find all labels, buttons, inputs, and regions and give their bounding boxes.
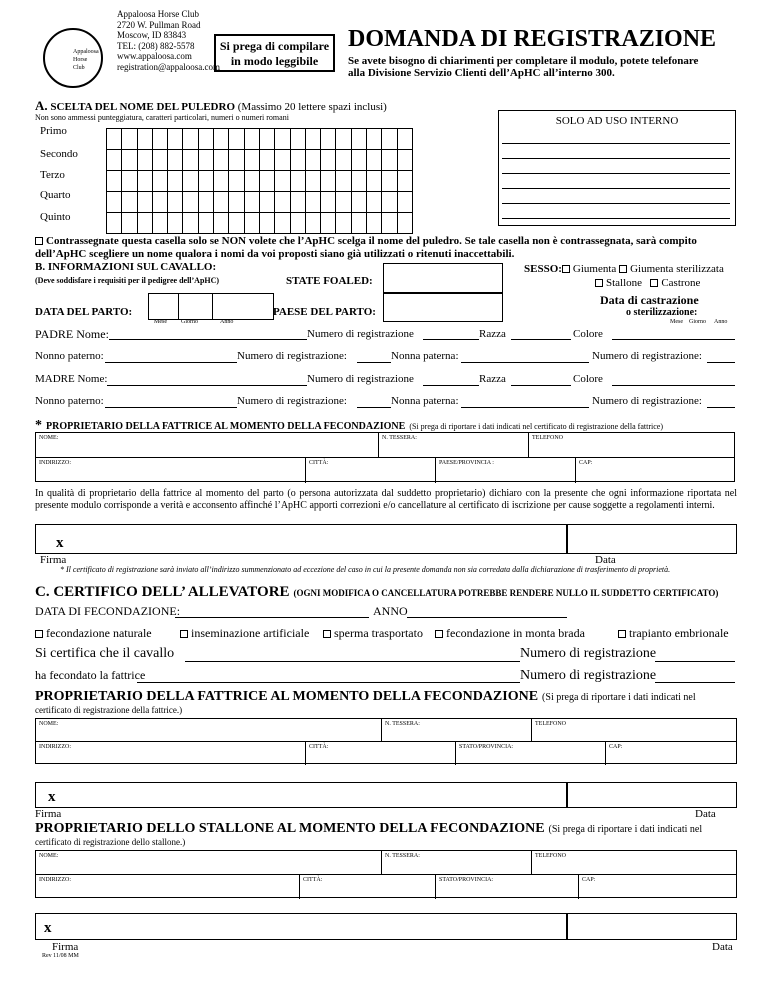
name-letter-box[interactable] bbox=[336, 171, 351, 192]
owner2-date-box[interactable] bbox=[567, 782, 737, 808]
name-letter-box[interactable] bbox=[122, 150, 137, 171]
owner1-firma-label: Firma bbox=[40, 554, 67, 566]
castrone-checkbox[interactable] bbox=[650, 279, 658, 287]
owner1-country[interactable]: PAESE/PROVINCIA : bbox=[436, 458, 576, 483]
name-label-3: Terzo bbox=[40, 169, 65, 181]
owner3-phone[interactable]: TELEFONO bbox=[535, 853, 566, 859]
name-letter-box[interactable] bbox=[321, 213, 336, 234]
name-letter-box[interactable] bbox=[351, 171, 366, 192]
name-letter-box[interactable] bbox=[397, 171, 412, 192]
name-letter-box[interactable] bbox=[183, 150, 198, 171]
name-row[interactable] bbox=[107, 192, 413, 213]
name-letter-box[interactable] bbox=[321, 129, 336, 150]
section-c-heading: C. CERTIFICO DELL’ ALLEVATORE (OGNI MODIFICA O CANCELLATURA POTREBBE RENDERE NULLO IL SUDDETTO CERTIFICATO) bbox=[35, 584, 719, 600]
name-letter-box[interactable] bbox=[198, 192, 213, 213]
name-letter-box[interactable] bbox=[290, 150, 305, 171]
name-letter-box[interactable] bbox=[351, 150, 366, 171]
state-foaled-field[interactable] bbox=[383, 263, 503, 293]
owner3-membership[interactable]: N. TESSERA: bbox=[382, 851, 532, 874]
form-subtitle: Se avete bisogno di chiarimenti per completare il modulo, potete telefonare alla Divisione Servizio Clienti dell’ApHC all’interno 300. bbox=[348, 55, 699, 79]
name-letter-box[interactable] bbox=[198, 171, 213, 192]
revision: Rev 11/08 MM bbox=[42, 953, 79, 959]
birth-day[interactable] bbox=[178, 293, 213, 320]
name-letter-box[interactable] bbox=[214, 192, 229, 213]
name-letter-box[interactable] bbox=[229, 129, 244, 150]
name-letter-box[interactable] bbox=[336, 150, 351, 171]
castration-month-label: Mese bbox=[670, 319, 683, 325]
owner1-declaration: In qualità di proprietario della fattrice al momento del parto (o persona autorizzata dal suddetto proprietario) dichiaro con la presente che ogni informazione riportata nel presente modulo corrisponde a verità e acconsento affinché l’ApHC apporti correzioni e/o cancellature al certificato di iscrizione per cause soggette a regolamenti interni. bbox=[35, 488, 737, 511]
owner3-firma-label: Firma bbox=[52, 941, 79, 953]
owner2-firma-label: Firma bbox=[35, 808, 62, 820]
castration-year-label: Anno bbox=[714, 319, 728, 325]
sex-options-2: Stallone Castrone bbox=[595, 277, 700, 289]
name-letter-box[interactable] bbox=[305, 192, 320, 213]
state-foaled-label: STATE FOALED: bbox=[286, 275, 373, 287]
birth-country-field[interactable] bbox=[383, 293, 503, 322]
internal-use-box bbox=[498, 110, 736, 226]
owner2-membership[interactable]: N. TESSERA: bbox=[382, 719, 532, 741]
birth-year[interactable] bbox=[212, 293, 274, 320]
birth-year-label: Anno bbox=[220, 319, 234, 325]
name-letter-box[interactable] bbox=[397, 150, 412, 171]
dam-grandparents-row: Nonno paterno: Numero di registrazione: Nonna paterna: Numero di registrazione: bbox=[35, 395, 735, 409]
owner1-table bbox=[35, 432, 735, 482]
name-letter-box[interactable] bbox=[168, 150, 183, 171]
name-letter-box[interactable] bbox=[305, 171, 320, 192]
name-letter-box[interactable] bbox=[137, 150, 152, 171]
birth-day-label: Giorno bbox=[181, 319, 198, 325]
name-letter-box[interactable] bbox=[290, 171, 305, 192]
signature-x-3: x bbox=[44, 920, 52, 936]
name-letter-box[interactable] bbox=[152, 171, 167, 192]
name-choice-note: Contrassegnate questa casella solo se NON volete che l’ApHC scelga il nome del puledro. Se tale casella non è contrassegnata, sarà compito dell’ApHC scegliere un nome qualora i nomi da voi proposti siano già utilizzati o ritenuti inaccettabili. bbox=[35, 235, 697, 260]
giumenta-checkbox[interactable] bbox=[562, 265, 570, 273]
stallone-checkbox[interactable] bbox=[595, 279, 603, 287]
name-letter-box[interactable] bbox=[382, 192, 397, 213]
owner3-address[interactable]: INDIRIZZO: bbox=[36, 875, 300, 899]
section-a-heading: A. SCELTA DEL NOME DEL PULEDRO (Massimo 20 lettere spazi inclusi) bbox=[35, 98, 387, 113]
name-letter-box[interactable] bbox=[351, 192, 366, 213]
birth-date-label: DATA DEL PARTO: bbox=[35, 306, 133, 318]
name-letter-box[interactable] bbox=[244, 171, 259, 192]
mare-certify-row: ha fecondato la fattrice Numero di registrazione bbox=[35, 668, 735, 684]
owner2-heading: PROPRIETARIO DELLA FATTRICE AL MOMENTO DELLA FECONDAZIONE (Si prega di riportare i dati indicati nel bbox=[35, 689, 696, 704]
giumenta-sterilizzata-checkbox[interactable] bbox=[619, 265, 627, 273]
name-letter-box[interactable] bbox=[382, 150, 397, 171]
name-letter-box[interactable] bbox=[122, 129, 137, 150]
name-letter-box[interactable] bbox=[107, 150, 122, 171]
name-letter-box[interactable] bbox=[107, 171, 122, 192]
name-row[interactable] bbox=[107, 213, 413, 234]
name-letter-box[interactable] bbox=[259, 171, 274, 192]
owner1-membership[interactable]: N. TESSERA: bbox=[379, 433, 529, 457]
castration-label: Data di castrazione bbox=[600, 293, 699, 307]
owner2-phone[interactable]: TELEFONO bbox=[535, 721, 566, 727]
name-label-5: Quinto bbox=[40, 211, 71, 223]
owner1-address[interactable]: INDIRIZZO: bbox=[36, 458, 306, 483]
internal-use-label: SOLO AD USO INTERNO bbox=[555, 115, 679, 127]
name-letter-box[interactable] bbox=[259, 192, 274, 213]
owner3-data-label: Data bbox=[712, 941, 733, 953]
name-letter-box[interactable] bbox=[198, 129, 213, 150]
natural-checkbox[interactable] bbox=[35, 630, 43, 638]
name-label-4: Quarto bbox=[40, 189, 71, 201]
name-letter-box[interactable] bbox=[168, 129, 183, 150]
name-letter-box[interactable] bbox=[275, 192, 290, 213]
owner2-state[interactable]: STATO/PROVINCIA: bbox=[456, 742, 606, 765]
owner3-state[interactable]: STATO/PROVINCIA: bbox=[436, 875, 579, 899]
name-letter-box[interactable] bbox=[367, 150, 382, 171]
name-letter-box[interactable] bbox=[275, 150, 290, 171]
owner3-name[interactable]: NOME: bbox=[36, 851, 382, 874]
name-letter-box[interactable] bbox=[152, 150, 167, 171]
name-letter-box[interactable] bbox=[336, 213, 351, 234]
sire-row: PADRE Nome: Numero di registrazione Razza Colore bbox=[35, 327, 735, 341]
name-row[interactable] bbox=[107, 171, 413, 192]
logo-text: Appaloosa Horse Club bbox=[73, 49, 99, 71]
name-letter-box[interactable] bbox=[321, 171, 336, 192]
name-letter-box[interactable] bbox=[305, 213, 320, 234]
sex-options: SESSO: Giumenta Giumenta sterilizzata bbox=[524, 263, 724, 275]
name-letter-box[interactable] bbox=[183, 129, 198, 150]
stallion-certify-row: Si certifica che il cavallo Numero di registrazione bbox=[35, 646, 735, 662]
name-letter-box[interactable] bbox=[336, 192, 351, 213]
name-letter-box[interactable] bbox=[397, 192, 412, 213]
name-letter-box[interactable] bbox=[259, 213, 274, 234]
name-letter-box[interactable] bbox=[290, 213, 305, 234]
owner2-signature-box[interactable] bbox=[35, 782, 567, 808]
section-b-req: (Deve soddisfare i requisiti per il pedigree dell’ApHC) bbox=[35, 276, 220, 285]
name-letter-box[interactable] bbox=[397, 129, 412, 150]
name-letter-box[interactable] bbox=[137, 213, 152, 234]
owner1-signature-box[interactable] bbox=[35, 524, 567, 554]
name-letter-box[interactable] bbox=[397, 213, 412, 234]
owner1-date-box[interactable] bbox=[567, 524, 737, 554]
section-b-heading: B. INFORMAZIONI SUL CAVALLO: bbox=[35, 261, 217, 273]
owner2-table bbox=[35, 718, 737, 764]
name-letter-box[interactable] bbox=[229, 171, 244, 192]
name-letter-box[interactable] bbox=[168, 171, 183, 192]
name-letter-box[interactable] bbox=[137, 129, 152, 150]
name-letter-box[interactable] bbox=[152, 192, 167, 213]
name-letter-box[interactable] bbox=[305, 150, 320, 171]
name-label-2: Secondo bbox=[40, 148, 78, 160]
name-letter-box[interactable] bbox=[183, 171, 198, 192]
birth-country-label: PAESE DEL PARTO: bbox=[273, 306, 376, 318]
name-letter-box[interactable] bbox=[152, 213, 167, 234]
name-letter-box[interactable] bbox=[214, 171, 229, 192]
owner1-name[interactable]: NOME: bbox=[36, 433, 379, 457]
owner3-signature-box[interactable] bbox=[35, 913, 567, 940]
fecondazione-date-row: DATA DI FECONDAZIONE: ANNO bbox=[35, 604, 735, 618]
owner1-heading: * PROPRIETARIO DELLA FATTRICE AL MOMENTO DELLA FECONDAZIONE (Si prega di riportare i dati indicati nel certificato di registrazione della fattrice) bbox=[35, 418, 663, 433]
name-letter-box[interactable] bbox=[336, 129, 351, 150]
name-letter-box[interactable] bbox=[122, 192, 137, 213]
name-letter-box[interactable] bbox=[198, 150, 213, 171]
name-letter-box[interactable] bbox=[290, 129, 305, 150]
owner3-heading: PROPRIETARIO DELLO STALLONE AL MOMENTO DELLA FECONDAZIONE (Si prega di riportare i dati indicati nel bbox=[35, 821, 703, 836]
name-letter-box[interactable] bbox=[275, 213, 290, 234]
name-letter-box[interactable] bbox=[351, 213, 366, 234]
owner2-name[interactable]: NOME: bbox=[36, 719, 382, 741]
name-letter-box[interactable] bbox=[229, 150, 244, 171]
artificial-checkbox[interactable] bbox=[180, 630, 188, 638]
name-letter-box[interactable] bbox=[214, 213, 229, 234]
name-letter-box[interactable] bbox=[244, 213, 259, 234]
club-address: Appaloosa Horse Club 2720 W. Pullman Road Moscow, ID 83843 TEL: (208) 882-5578 www.appaloosa.com registration@appaloosa.com bbox=[117, 9, 221, 72]
name-letter-box[interactable] bbox=[229, 213, 244, 234]
owner3-city[interactable]: CITTÀ: bbox=[300, 875, 436, 899]
name-letter-box[interactable] bbox=[275, 129, 290, 150]
logo bbox=[43, 28, 103, 88]
name-letter-box[interactable] bbox=[275, 171, 290, 192]
owner2-address[interactable]: INDIRIZZO: bbox=[36, 742, 306, 765]
owner2-note2: certificato di registrazione della fattrice.) bbox=[35, 705, 183, 715]
owner1-footnote: * Il certificato di registrazione sarà inviato all’indirizzo summenzionato ad eccezione del caso in cui la presente domanda non sia corredata dalla dichiarazione di trasferimento di proprietà. bbox=[60, 565, 671, 574]
owner1-data-label: Data bbox=[595, 554, 616, 566]
name-letter-box[interactable] bbox=[183, 192, 198, 213]
owner3-table bbox=[35, 850, 737, 898]
name-choice-checkbox[interactable] bbox=[35, 237, 43, 245]
birth-month[interactable] bbox=[148, 293, 179, 320]
name-row[interactable] bbox=[107, 129, 413, 150]
name-letter-box[interactable] bbox=[214, 150, 229, 171]
legible-note: Si prega di compilare in modo leggibile bbox=[214, 34, 335, 72]
name-letter-box[interactable] bbox=[321, 192, 336, 213]
signature-x-2: x bbox=[48, 789, 56, 805]
name-letter-box[interactable] bbox=[137, 171, 152, 192]
shipped-checkbox[interactable] bbox=[323, 630, 331, 638]
name-letter-box[interactable] bbox=[382, 213, 397, 234]
owner1-phone[interactable]: TELEFONO bbox=[532, 435, 563, 441]
section-a-note: Non sono ammessi punteggiatura, caratteri particolari, numeri o numeri romani bbox=[35, 113, 289, 122]
name-letter-box[interactable] bbox=[198, 213, 213, 234]
name-letter-box[interactable] bbox=[107, 192, 122, 213]
name-letter-box[interactable] bbox=[168, 192, 183, 213]
name-letter-box[interactable] bbox=[122, 171, 137, 192]
name-letter-box[interactable] bbox=[382, 129, 397, 150]
name-label-1: Primo bbox=[40, 125, 67, 137]
embryo-checkbox[interactable] bbox=[618, 630, 626, 638]
name-letter-box[interactable] bbox=[244, 192, 259, 213]
name-letter-box[interactable] bbox=[259, 150, 274, 171]
name-letter-box[interactable] bbox=[382, 171, 397, 192]
owner3-date-box[interactable] bbox=[567, 913, 737, 940]
name-letter-box[interactable] bbox=[107, 213, 122, 234]
birth-month-label: Mese bbox=[154, 319, 167, 325]
sire-grandparents-row: Nonno paterno: Numero di registrazione: Nonna paterna: Numero di registrazione: bbox=[35, 350, 735, 364]
owner2-city[interactable]: CITTÀ: bbox=[306, 742, 456, 765]
signature-x: x bbox=[56, 535, 64, 551]
castration-day-label: Giorno bbox=[689, 319, 706, 325]
name-letter-box[interactable] bbox=[107, 129, 122, 150]
name-letter-box[interactable] bbox=[137, 192, 152, 213]
name-letter-box[interactable] bbox=[321, 150, 336, 171]
name-letter-box[interactable] bbox=[290, 192, 305, 213]
name-letter-box[interactable] bbox=[168, 213, 183, 234]
pasture-checkbox[interactable] bbox=[435, 630, 443, 638]
owner3-note2: certificato di registrazione dello stallone.) bbox=[35, 837, 186, 847]
name-letter-box[interactable] bbox=[367, 192, 382, 213]
form-title: DOMANDA DI REGISTRAZIONE bbox=[348, 26, 717, 52]
name-letter-box[interactable] bbox=[367, 129, 382, 150]
owner2-data-label: Data bbox=[695, 808, 716, 820]
owner1-zip[interactable]: CAP: bbox=[579, 460, 593, 466]
name-grid[interactable] bbox=[106, 128, 413, 234]
name-letter-box[interactable] bbox=[305, 129, 320, 150]
owner2-zip[interactable]: CAP: bbox=[609, 744, 623, 750]
name-letter-box[interactable] bbox=[183, 213, 198, 234]
owner1-city[interactable]: CITTÀ: bbox=[306, 458, 436, 483]
name-letter-box[interactable] bbox=[367, 171, 382, 192]
name-letter-box[interactable] bbox=[152, 129, 167, 150]
name-letter-box[interactable] bbox=[214, 129, 229, 150]
dam-row: MADRE Nome: Numero di registrazione Razza Colore bbox=[35, 373, 735, 387]
name-row[interactable] bbox=[107, 150, 413, 171]
name-letter-box[interactable] bbox=[244, 129, 259, 150]
name-letter-box[interactable] bbox=[351, 129, 366, 150]
name-letter-box[interactable] bbox=[367, 213, 382, 234]
name-letter-box[interactable] bbox=[259, 129, 274, 150]
name-letter-box[interactable] bbox=[122, 213, 137, 234]
sterilization-label: o sterilizzazione: bbox=[626, 307, 698, 318]
name-letter-box[interactable] bbox=[229, 192, 244, 213]
name-letter-box[interactable] bbox=[244, 150, 259, 171]
owner3-zip[interactable]: CAP: bbox=[582, 877, 596, 883]
